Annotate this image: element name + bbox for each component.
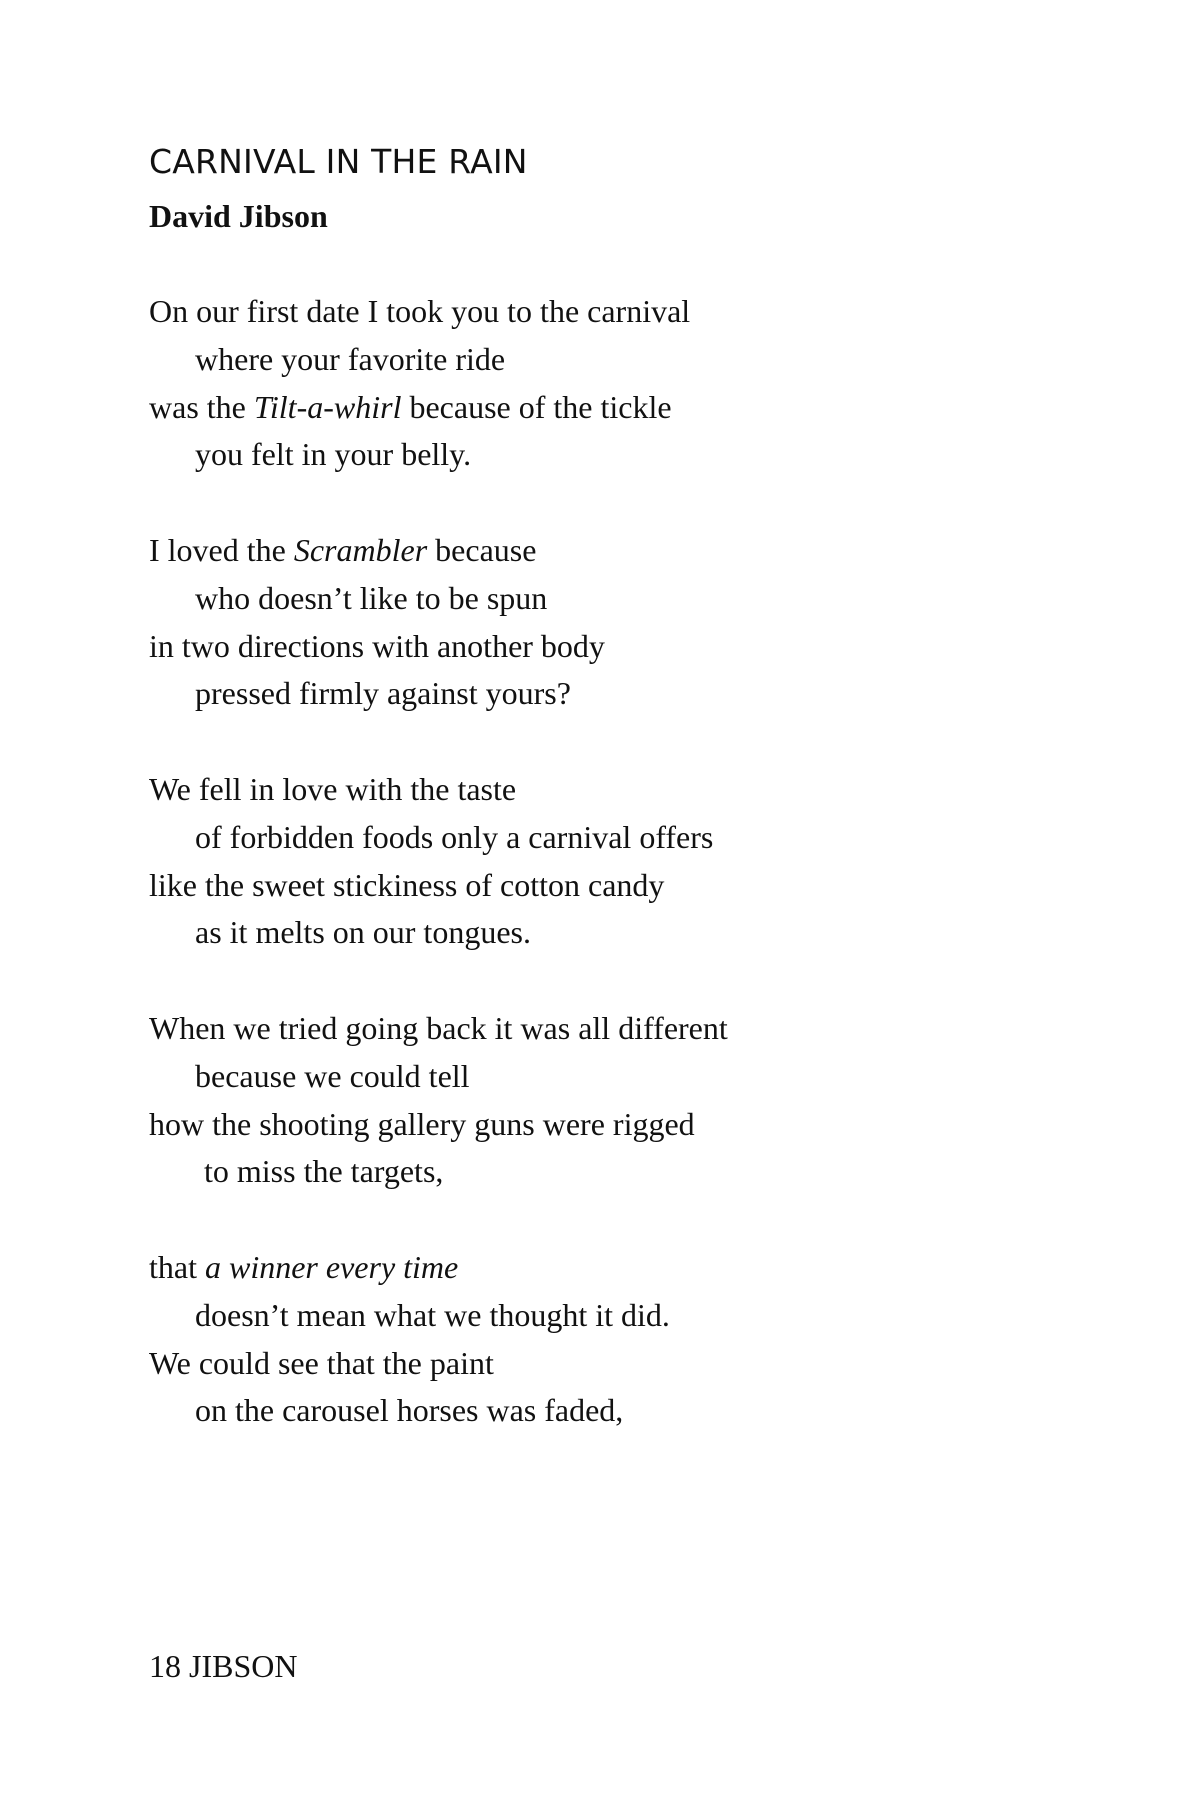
line-text: that [149, 1248, 205, 1285]
poem-line: as it melts on our tongues. [195, 914, 531, 951]
poem-line: on the carousel horses was faded, [195, 1392, 624, 1429]
line-text: I loved the [149, 531, 294, 568]
poem-line: doesn’t mean what we thought it did. [195, 1296, 670, 1333]
poem-line: who doesn’t like to be spun [195, 579, 548, 616]
line-text: because of the tickle [401, 388, 672, 425]
poem-line: On our first date I took you to the carnival [149, 293, 691, 329]
poem-line: because we could tell [195, 1057, 470, 1094]
poem-author: David Jibson [149, 198, 328, 234]
poem-line [149, 384, 1099, 432]
poem-line: We could see that the paint [149, 1344, 494, 1381]
ride-name-italic: Tilt-a-whirl [253, 388, 402, 425]
poem-title: CARNIVAL IN THE RAIN [149, 142, 528, 181]
poem-line: When we tried going back it was all different [149, 1009, 728, 1046]
stanza [149, 527, 1099, 718]
poem-line: pressed firmly against yours? [195, 675, 571, 712]
poem-line [149, 527, 1099, 575]
poem-line: you felt in your belly. [195, 436, 472, 473]
stanza [149, 766, 1099, 957]
poem-line: of forbidden foods only a carnival offers [195, 818, 714, 855]
ride-name-italic: Scrambler [293, 531, 428, 568]
poem-body [149, 288, 1099, 1483]
poem-line: how the shooting gallery guns were rigged [149, 1105, 695, 1142]
poem-line [149, 1244, 1099, 1292]
poem-line: where your favorite ride [195, 340, 506, 377]
poem-line: We fell in love with the taste [149, 770, 517, 807]
line-text: because [427, 531, 537, 568]
stanza [149, 1244, 1099, 1435]
poem-line: like the sweet stickiness of cotton candy [149, 866, 665, 903]
stanza [149, 288, 1099, 479]
poem-line: to miss the targets, [204, 1153, 444, 1190]
page-footer: 18 JIBSON [149, 1648, 298, 1684]
poem-line: in two directions with another body [149, 627, 605, 664]
phrase-italic: a winner every time [204, 1248, 459, 1285]
stanza [149, 1005, 1099, 1196]
line-text: was the [149, 388, 254, 425]
